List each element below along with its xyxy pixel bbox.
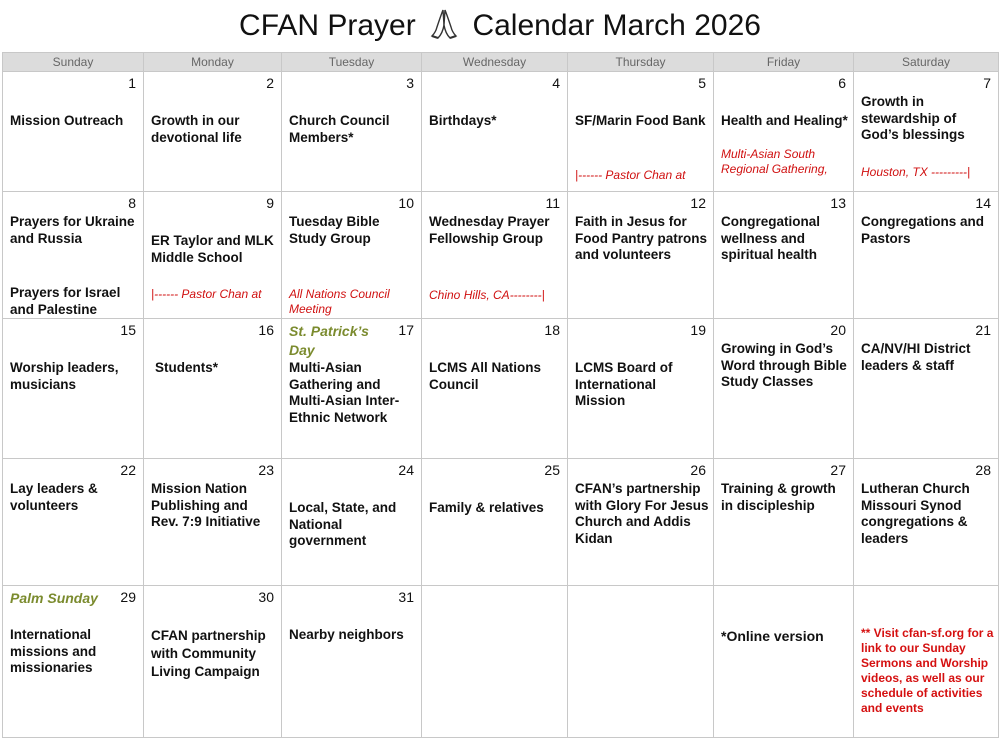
- day-number: 12: [690, 195, 706, 211]
- prayer-topic: Church Council Members*: [289, 113, 390, 145]
- day-cell-19: [568, 319, 714, 459]
- day-cell-21: [854, 319, 999, 459]
- day-number: 7: [983, 75, 991, 91]
- day-cell-31: [282, 586, 422, 738]
- day-number: 19: [690, 322, 706, 338]
- prayer-topic: Congregations and Pastors: [861, 214, 985, 246]
- day-cell-11: [422, 192, 568, 319]
- day-number: 3: [406, 75, 414, 91]
- praying-hands-icon: [430, 7, 458, 39]
- weekday-saturday: Saturday: [854, 53, 999, 72]
- day-cell-16: [144, 319, 282, 459]
- day-cell-23: [144, 459, 282, 586]
- day-cell-10: [282, 192, 422, 319]
- weekday-tuesday: Tuesday: [282, 53, 422, 72]
- day-number: 1: [128, 75, 136, 91]
- week-row: [3, 459, 999, 586]
- day-cell-27: [714, 459, 854, 586]
- day-number: 18: [544, 322, 560, 338]
- prayer-topic: SF/Marin Food Bank: [575, 113, 706, 128]
- day-number: 30: [258, 589, 274, 605]
- day-number: 25: [544, 462, 560, 478]
- weekday-sunday: Sunday: [3, 53, 144, 72]
- prayer-topic: Training & growth in discipleship: [721, 481, 836, 513]
- day-number: 11: [545, 195, 560, 211]
- day-number: 24: [398, 462, 414, 478]
- prayer-topic: Tuesday Bible Study Group: [289, 214, 380, 246]
- week-row: [3, 72, 999, 192]
- prayer-topic: Health and Healing*: [721, 113, 848, 128]
- day-number: 4: [552, 75, 560, 91]
- holiday-label: St. Patrick’s Day: [289, 323, 369, 358]
- weekday-thursday: Thursday: [568, 53, 714, 72]
- prayer-topic: International missions and missionaries: [10, 627, 97, 675]
- prayer-topic: Wednesday Prayer Fellowship Group: [429, 214, 550, 246]
- prayer-topic: Nearby neighbors: [289, 627, 404, 642]
- day-cell-3: [282, 72, 422, 192]
- day-cell-6: [714, 72, 854, 192]
- prayer-topic: CFAN’s partnership with Glory For Jesus Church and Addis Kidan: [575, 481, 709, 546]
- day-number: 15: [120, 322, 136, 338]
- day-number: 31: [398, 589, 414, 605]
- weekday-wednesday: Wednesday: [422, 53, 568, 72]
- online-version-cell: [714, 586, 854, 738]
- event-note: Houston, TX ---------|: [861, 165, 971, 179]
- prayer-topic: Students*: [155, 360, 219, 375]
- day-number: 22: [120, 462, 136, 478]
- week-row: [3, 192, 999, 319]
- prayer-topic: Mission Nation Publishing and Rev. 7:9 Initiative: [151, 481, 261, 529]
- event-note: All Nations Council Meeting: [289, 287, 390, 316]
- event-note: Chino Hills, CA--------|: [429, 288, 545, 302]
- day-cell-26: [568, 459, 714, 586]
- prayer-topic: Faith in Jesus for Food Pantry patrons and volunteers: [575, 214, 708, 262]
- day-number: 26: [690, 462, 706, 478]
- week-row: [3, 586, 999, 738]
- holiday-label: Palm Sunday: [10, 590, 98, 606]
- prayer-topic: Growth in stewardship of God’s blessings: [861, 94, 965, 142]
- day-cell-12: [568, 192, 714, 319]
- day-cell-1: [3, 72, 144, 192]
- day-number: 21: [975, 322, 991, 338]
- day-cell-13: [714, 192, 854, 319]
- day-cell-25: [422, 459, 568, 586]
- day-number: 27: [830, 462, 846, 478]
- week-row: [3, 319, 999, 459]
- day-number: 23: [258, 462, 274, 478]
- day-number: 17: [398, 322, 414, 338]
- day-cell-18: [422, 319, 568, 459]
- empty-cell: [568, 586, 714, 738]
- day-cell-29: [3, 586, 144, 738]
- day-cell-17: [282, 319, 422, 459]
- day-number: 28: [975, 462, 991, 478]
- title-part-1: CFAN Prayer: [239, 9, 416, 42]
- prayer-topic: Family & relatives: [429, 500, 544, 515]
- prayer-topic: Mission Outreach: [10, 113, 124, 128]
- prayer-topic-2: Prayers for Israel and Palestine: [10, 285, 121, 317]
- day-number: 2: [266, 75, 274, 91]
- day-number: 10: [398, 195, 414, 211]
- day-number: 13: [830, 195, 846, 211]
- empty-cell: [422, 586, 568, 738]
- weekday-header-row: [3, 53, 999, 72]
- prayer-topic: Lay leaders & volunteers: [10, 481, 98, 513]
- prayer-topic: Growth in our devotional life: [151, 113, 242, 145]
- prayer-topic: CA/NV/HI District leaders & staff: [861, 341, 971, 373]
- weekday-friday: Friday: [714, 53, 854, 72]
- day-number: 14: [975, 195, 991, 211]
- prayer-topic: Lutheran Church Missouri Synod congregations & leaders: [861, 481, 970, 546]
- event-note: |------ Pastor Chan at: [575, 168, 686, 182]
- day-cell-22: [3, 459, 144, 586]
- day-cell-5: [568, 72, 714, 192]
- day-cell-24: [282, 459, 422, 586]
- prayer-topic: Local, State, and National government: [289, 500, 397, 548]
- prayer-topic: Prayers for Ukraine and Russia: [10, 214, 135, 246]
- day-number: 6: [838, 75, 846, 91]
- prayer-topic: Birthdays*: [429, 113, 497, 128]
- day-cell-28: [854, 459, 999, 586]
- prayer-topic: Multi-Asian Gathering and Multi-Asian Inter-Ethnic Network: [289, 360, 400, 425]
- day-cell-7: [854, 72, 999, 192]
- prayer-topic: CFAN partnership with Community Living Campaign: [151, 628, 266, 679]
- day-cell-2: [144, 72, 282, 192]
- online-version-label: *Online version: [721, 628, 824, 644]
- day-cell-20: [714, 319, 854, 459]
- visit-website-note: ** Visit cfan-sf.org for a link to our Sunday Sermons and Worship videos, as well as our schedule of activities and events: [861, 626, 994, 715]
- day-cell-4: [422, 72, 568, 192]
- prayer-topic: Growing in God’s Word through Bible Study Classes: [721, 341, 847, 389]
- day-cell-9: [144, 192, 282, 319]
- event-note: Multi-Asian South Regional Gathering,: [721, 147, 828, 176]
- prayer-topic: Congregational wellness and spiritual health: [721, 214, 821, 262]
- title-part-2: Calendar March 2026: [472, 9, 761, 42]
- day-number: 5: [698, 75, 706, 91]
- calendar-title: [0, 0, 1000, 52]
- day-number: 29: [120, 589, 136, 605]
- day-cell-14: [854, 192, 999, 319]
- event-note: |------ Pastor Chan at: [151, 287, 262, 301]
- calendar-grid: [2, 52, 999, 738]
- visit-note-cell: [854, 586, 999, 738]
- weekday-monday: Monday: [144, 53, 282, 72]
- day-number: 16: [258, 322, 274, 338]
- prayer-topic: LCMS All Nations Council: [429, 360, 542, 392]
- day-cell-15: [3, 319, 144, 459]
- day-number: 8: [128, 195, 136, 211]
- prayer-topic: LCMS Board of International Mission: [575, 360, 673, 408]
- day-cell-30: [144, 586, 282, 738]
- day-cell-8: [3, 192, 144, 319]
- day-number: 9: [266, 195, 274, 211]
- prayer-topic: Worship leaders, musicians: [10, 360, 119, 392]
- day-number: 20: [830, 322, 846, 338]
- prayer-topic: ER Taylor and MLK Middle School: [151, 233, 274, 265]
